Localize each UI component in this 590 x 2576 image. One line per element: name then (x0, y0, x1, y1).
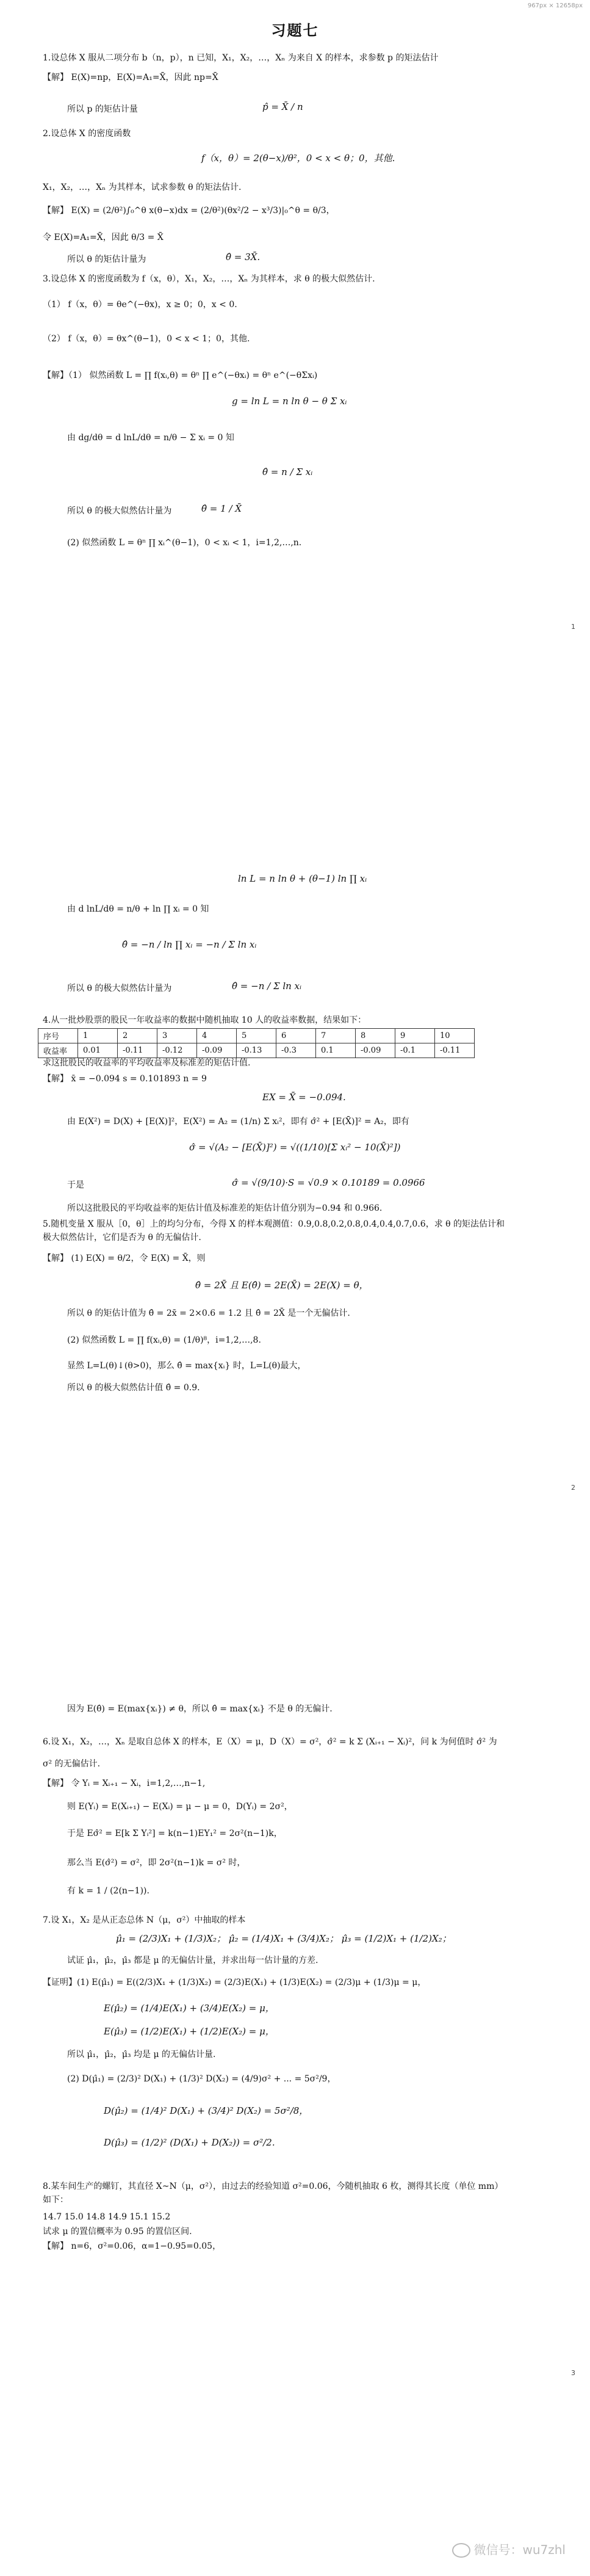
table-header-cell: 序号 (38, 1029, 78, 1043)
question-6-cont: σ² 的无偏估计. (43, 1759, 101, 1769)
q7-estimators: μ̂₁ = (2/3)X₁ + (1/3)X₂； μ̂₂ = (1/4)X₁ + (3/4)X₂； μ̂₃ = (1/2)X₁ + (1/2)X₂； (116, 1933, 451, 1944)
page-number-1: 1 (571, 623, 575, 631)
q7-d2: D(μ̂₂) = (1/4)² D(X₁) + (3/4)² D(X₂) = 5σ²/8， (104, 2105, 309, 2116)
q3-mle2: θ̂ = −n / Σ ln xᵢ (232, 981, 302, 992)
table-header-cell: 2 (118, 1029, 157, 1043)
table-header-cell: 7 (316, 1029, 356, 1043)
watermark (452, 2540, 566, 2558)
table-header-cell: 3 (157, 1029, 197, 1043)
returns-table (38, 1028, 475, 1058)
q2-estimator: θ̂ = 3X̄. (226, 252, 261, 263)
q5-moment: 所以 θ 的矩估计值为 θ̂ = 2x̄ = 2×0.6 = 1.2 且 θ̂ = 2X̄ 是一个无偏估计. (67, 1308, 350, 1318)
q5-solution-1: 【解】 (1) E(X) = θ/2，令 E(X) = X̄，则 (43, 1254, 206, 1263)
q3-solution-1: 【解】（1） 似然函数 L = ∏ f(xᵢ,θ) = θⁿ ∏ e^(−θxᵢ) = θⁿ e^(−θΣxᵢ) (43, 371, 318, 380)
question-2: 2.设总体 X 的密度函数 (43, 129, 131, 139)
table-cell: -0.09 (197, 1043, 237, 1058)
table-cell: -0.13 (237, 1043, 276, 1058)
q7-e3: E(μ̂₃) = (1/2)E(X₁) + (1/2)E(X₂) = μ， (104, 2026, 275, 2037)
table-header-cell: 6 (276, 1029, 316, 1043)
q7-unbiased: 所以 μ̂₁，μ̂₂，μ̂₃ 均是 μ 的无偏估计量. (67, 2050, 216, 2059)
q5-note: 显然 L=L(θ)↓(θ>0)，那么 θ̂ = max{xᵢ} 时，L=L(θ)最大， (67, 1361, 306, 1371)
q8-requirement: 试求 μ 的置信概率为 0.95 的置信区间. (43, 2227, 192, 2237)
question-4: 4.从一批炒股票的股民一年收益率的数据中随机抽取 10 人的收益率数据，结果如下： (43, 1015, 367, 1025)
q6-then: 则 E(Yᵢ) = E(Xᵢ₊₁) − E(Xᵢ) = μ − μ = 0，D(Yᵢ) = 2σ²， (67, 1802, 293, 1812)
question-5-cont: 极大似然估计，它们是否为 θ 的无偏估计. (43, 1233, 201, 1243)
q4-result: σ̂ = √(9/10)·S = √0.9 × 0.10189 = 0.0966 (232, 1177, 425, 1188)
q7-d1: (2) D(μ̂₁) = (2/3)² D(X₁) + (1/3)² D(X₂) = (4/9)σ² + ... = 5σ²/9， (67, 2074, 336, 2084)
table-header-cell: 8 (356, 1029, 395, 1043)
table-cell: -0.11 (118, 1043, 157, 1058)
q3-solution-2: (2) 似然函数 L = θⁿ ∏ xᵢ^(θ−1)，0 < xᵢ < 1，i=1,2,…,n. (67, 538, 302, 548)
q4-solution: 【解】 x̄ = −0.094 s = 0.101893 n = 9 (43, 1074, 207, 1084)
q4-requirement: 求这批股民的收益率的平均收益率及标准差的矩估计值. (43, 1058, 251, 1068)
table-row (38, 1043, 475, 1058)
q3-mle2-label: 所以 θ 的极大似然估计量为 (67, 984, 172, 993)
table-header-row (38, 1029, 475, 1043)
q2-equation: 令 E(X)=A₁=X̄，因此 θ/3 = X̄ (43, 233, 164, 242)
table-header-cell: 1 (78, 1029, 118, 1043)
question-8-cont: 如下： (43, 2195, 68, 2205)
q6-so: 于是 Eσ̂² = E[k Σ Yᵢ²] = k(n−1)EY₁² = 2σ²(n−1)k， (67, 1829, 282, 1838)
wechat-icon (452, 2543, 470, 2558)
q2-solution: 【解】 E(X) = (2/θ²)∫₀^θ x(θ−x)dx = (2/θ²)(θx²/2 − x³/3)|₀^θ = θ/3， (43, 206, 335, 216)
table-cell: 0.01 (78, 1043, 118, 1058)
q7-requirement: 试证 μ̂₁，μ̂₂，μ̂₃ 都是 μ 的无偏估计量，并求出每一估计量的方差. (67, 1956, 318, 1965)
table-header-cell: 5 (237, 1029, 276, 1043)
q7-proof: 【证明】(1) E(μ̂₁) = E((2/3)X₁ + (1/3)X₂) = (2/3)E(X₁) + (1/3)E(X₂) = (2/3)μ + (1/3)μ = μ， (43, 1978, 426, 1987)
q4-sigma: σ̂ = √(A₂ − [E(X̄)]²) = √((1/10)[Σ xᵢ² − 10(X̄)²]) (189, 1142, 401, 1153)
q3-theta-hat: θ̂ = n / Σ xᵢ (262, 466, 313, 477)
q3-case-1: （1） f（x，θ）= θe^(−θx)，x ≥ 0；0，x < 0. (43, 300, 237, 310)
q3-theta-hat-2: θ̂ = −n / ln ∏ xᵢ = −n / Σ ln xᵢ (122, 939, 257, 950)
q7-d3: D(μ̂₃) = (1/2)² (D(X₁) + D(X₂)) = σ²/2. (104, 2137, 275, 2148)
question-6: 6.设 X₁，X₂，…，Xₙ 是取自总体 X 的样本，E（X）= μ，D（X）= σ²，σ̂² = k Σ (Xᵢ₊₁ − Xᵢ)²，问 k 为何值时 σ̂² 为 (43, 1737, 497, 1747)
q5-unbiased: θ̂ = 2X̄ 且 E(θ̂) = 2E(X̄) = 2E(X) = θ， (195, 1280, 369, 1291)
q3-mle1: θ̂ = 1 / X̄ (201, 503, 242, 514)
q3-mle1-label: 所以 θ 的极大似然估计量为 (67, 506, 172, 516)
question-5: 5.随机变量 X 服从［0，θ］上的均匀分布，今得 X 的样本观测值：0.9,0.8,0.2,0.8,0.4,0.4,0.7,0.6，求 θ 的矩法估计和 (43, 1219, 505, 1229)
page-title: 习题七 (271, 21, 319, 39)
q8-solution: 【解】 n=6，σ²=0.06，α=1−0.95=0.05， (43, 2241, 221, 2251)
question-7: 7.设 X₁，X₂ 是从正态总体 N（μ，σ²）中抽取的样本 (43, 1915, 246, 1925)
q7-e2: E(μ̂₂) = (1/4)E(X₁) + (3/4)E(X₂) = μ， (104, 2003, 275, 2014)
watermark-text: 微信号：wu7zhl (473, 2542, 566, 2557)
question-3: 3.设总体 X 的密度函数为 f（x，θ），X₁，X₂，…，Xₙ 为其样本，求 θ 的极大似然估计. (43, 274, 375, 284)
q2-text: X₁，X₂，…，Xₙ 为其样本，试求参数 θ 的矩法估计. (43, 183, 242, 192)
question-1: 1.设总体 X 服从二项分布 b（n，p），n 已知，X₁，X₂，…，Xₙ 为来自 X 的样本，求参数 p 的矩法估计 (43, 53, 439, 63)
page-number-3: 3 (571, 2369, 575, 2377)
q3-derivative-2: 由 d lnL/dθ = n/θ + ln ∏ xᵢ = 0 知 (67, 904, 209, 914)
table-cell: -0.1 (395, 1043, 435, 1058)
q1-estimator-label: 所以 p 的矩估计量 (67, 104, 138, 114)
q2-estimator-label: 所以 θ 的矩估计量为 (67, 255, 146, 264)
q3-log-likelihood-2: ln L = n ln θ + (θ−1) ln ∏ xᵢ (238, 873, 367, 884)
q1-estimator: p̂ = X̄ / n (262, 101, 303, 112)
table-cell: -0.12 (157, 1043, 197, 1058)
page-number-2: 2 (571, 1484, 575, 1492)
q6-solution: 【解】 令 Yᵢ = Xᵢ₊₁ − Xᵢ，i=1,2,…,n−1, (43, 1779, 206, 1788)
q5-conclusion: 因为 E(θ̂) = E(max{xᵢ}) ≠ θ，所以 θ̂ = max{xᵢ} 不是 θ 的无偏计. (67, 1704, 333, 1714)
q3-log-likelihood: g = ln L = n ln θ − θ Σ xᵢ (232, 396, 347, 407)
q4-expectation: EX = X̄ = −0.094. (262, 1092, 346, 1103)
q8-data: 14.7 15.0 14.8 14.9 15.1 15.2 (43, 2212, 171, 2222)
q2-density: f（x，θ）= 2(θ−x)/θ²，0 < x < θ；0，其他. (201, 153, 395, 164)
table-cell: -0.3 (276, 1043, 316, 1058)
page-size-label: 967px × 12658px (527, 2, 583, 9)
question-8: 8.某车间生产的螺钉，其直径 X~N（μ，σ²），由过去的经验知道 σ²=0.06，今随机抽取 6 枚，测得其长度（单位 mm） (43, 2182, 503, 2191)
table-header-cell: 9 (395, 1029, 435, 1043)
q4-conclusion: 所以这批股民的平均收益率的矩估计值及标准差的矩估计值分别为−0.94 和 0.966. (67, 1203, 383, 1213)
q3-derivative: 由 dg/dθ = d lnL/dθ = n/θ − Σ xᵢ = 0 知 (67, 433, 234, 443)
q1-solution: 【解】 E(X)=np，E(X)=A₁=X̄，因此 np=X̄ (43, 73, 218, 82)
q5-solution-2: (2) 似然函数 L = ∏ f(xᵢ,θ) = (1/θ)⁸，i=1,2,…,8. (67, 1335, 261, 1345)
table-cell: -0.11 (435, 1043, 475, 1058)
table-header-cell: 4 (197, 1029, 237, 1043)
table-cell: 收益率 (38, 1043, 78, 1058)
q3-case-2: （2） f（x，θ）= θx^(θ−1)，0 < x < 1；0，其他. (43, 334, 250, 344)
q5-mle: 所以 θ 的极大似然估计值 θ̂ = 0.9. (67, 1383, 200, 1393)
table-cell: -0.09 (356, 1043, 395, 1058)
q4-second-moment: 由 E(X²) = D(X) + [E(X)]²，E(X²) = A₂ = (1/n) Σ xᵢ²，即有 σ̂² + [E(X̄)]² = A₂，即有 (67, 1117, 409, 1127)
table-header-cell: 10 (435, 1029, 475, 1043)
q6-k: 有 k = 1 / (2(n−1)). (67, 1886, 149, 1896)
table-cell: 0.1 (316, 1043, 356, 1058)
q4-result-label: 于是 (67, 1180, 84, 1190)
q6-requirement: 那么当 E(σ̂²) = σ²，即 2σ²(n−1)k = σ² 时， (67, 1858, 246, 1868)
